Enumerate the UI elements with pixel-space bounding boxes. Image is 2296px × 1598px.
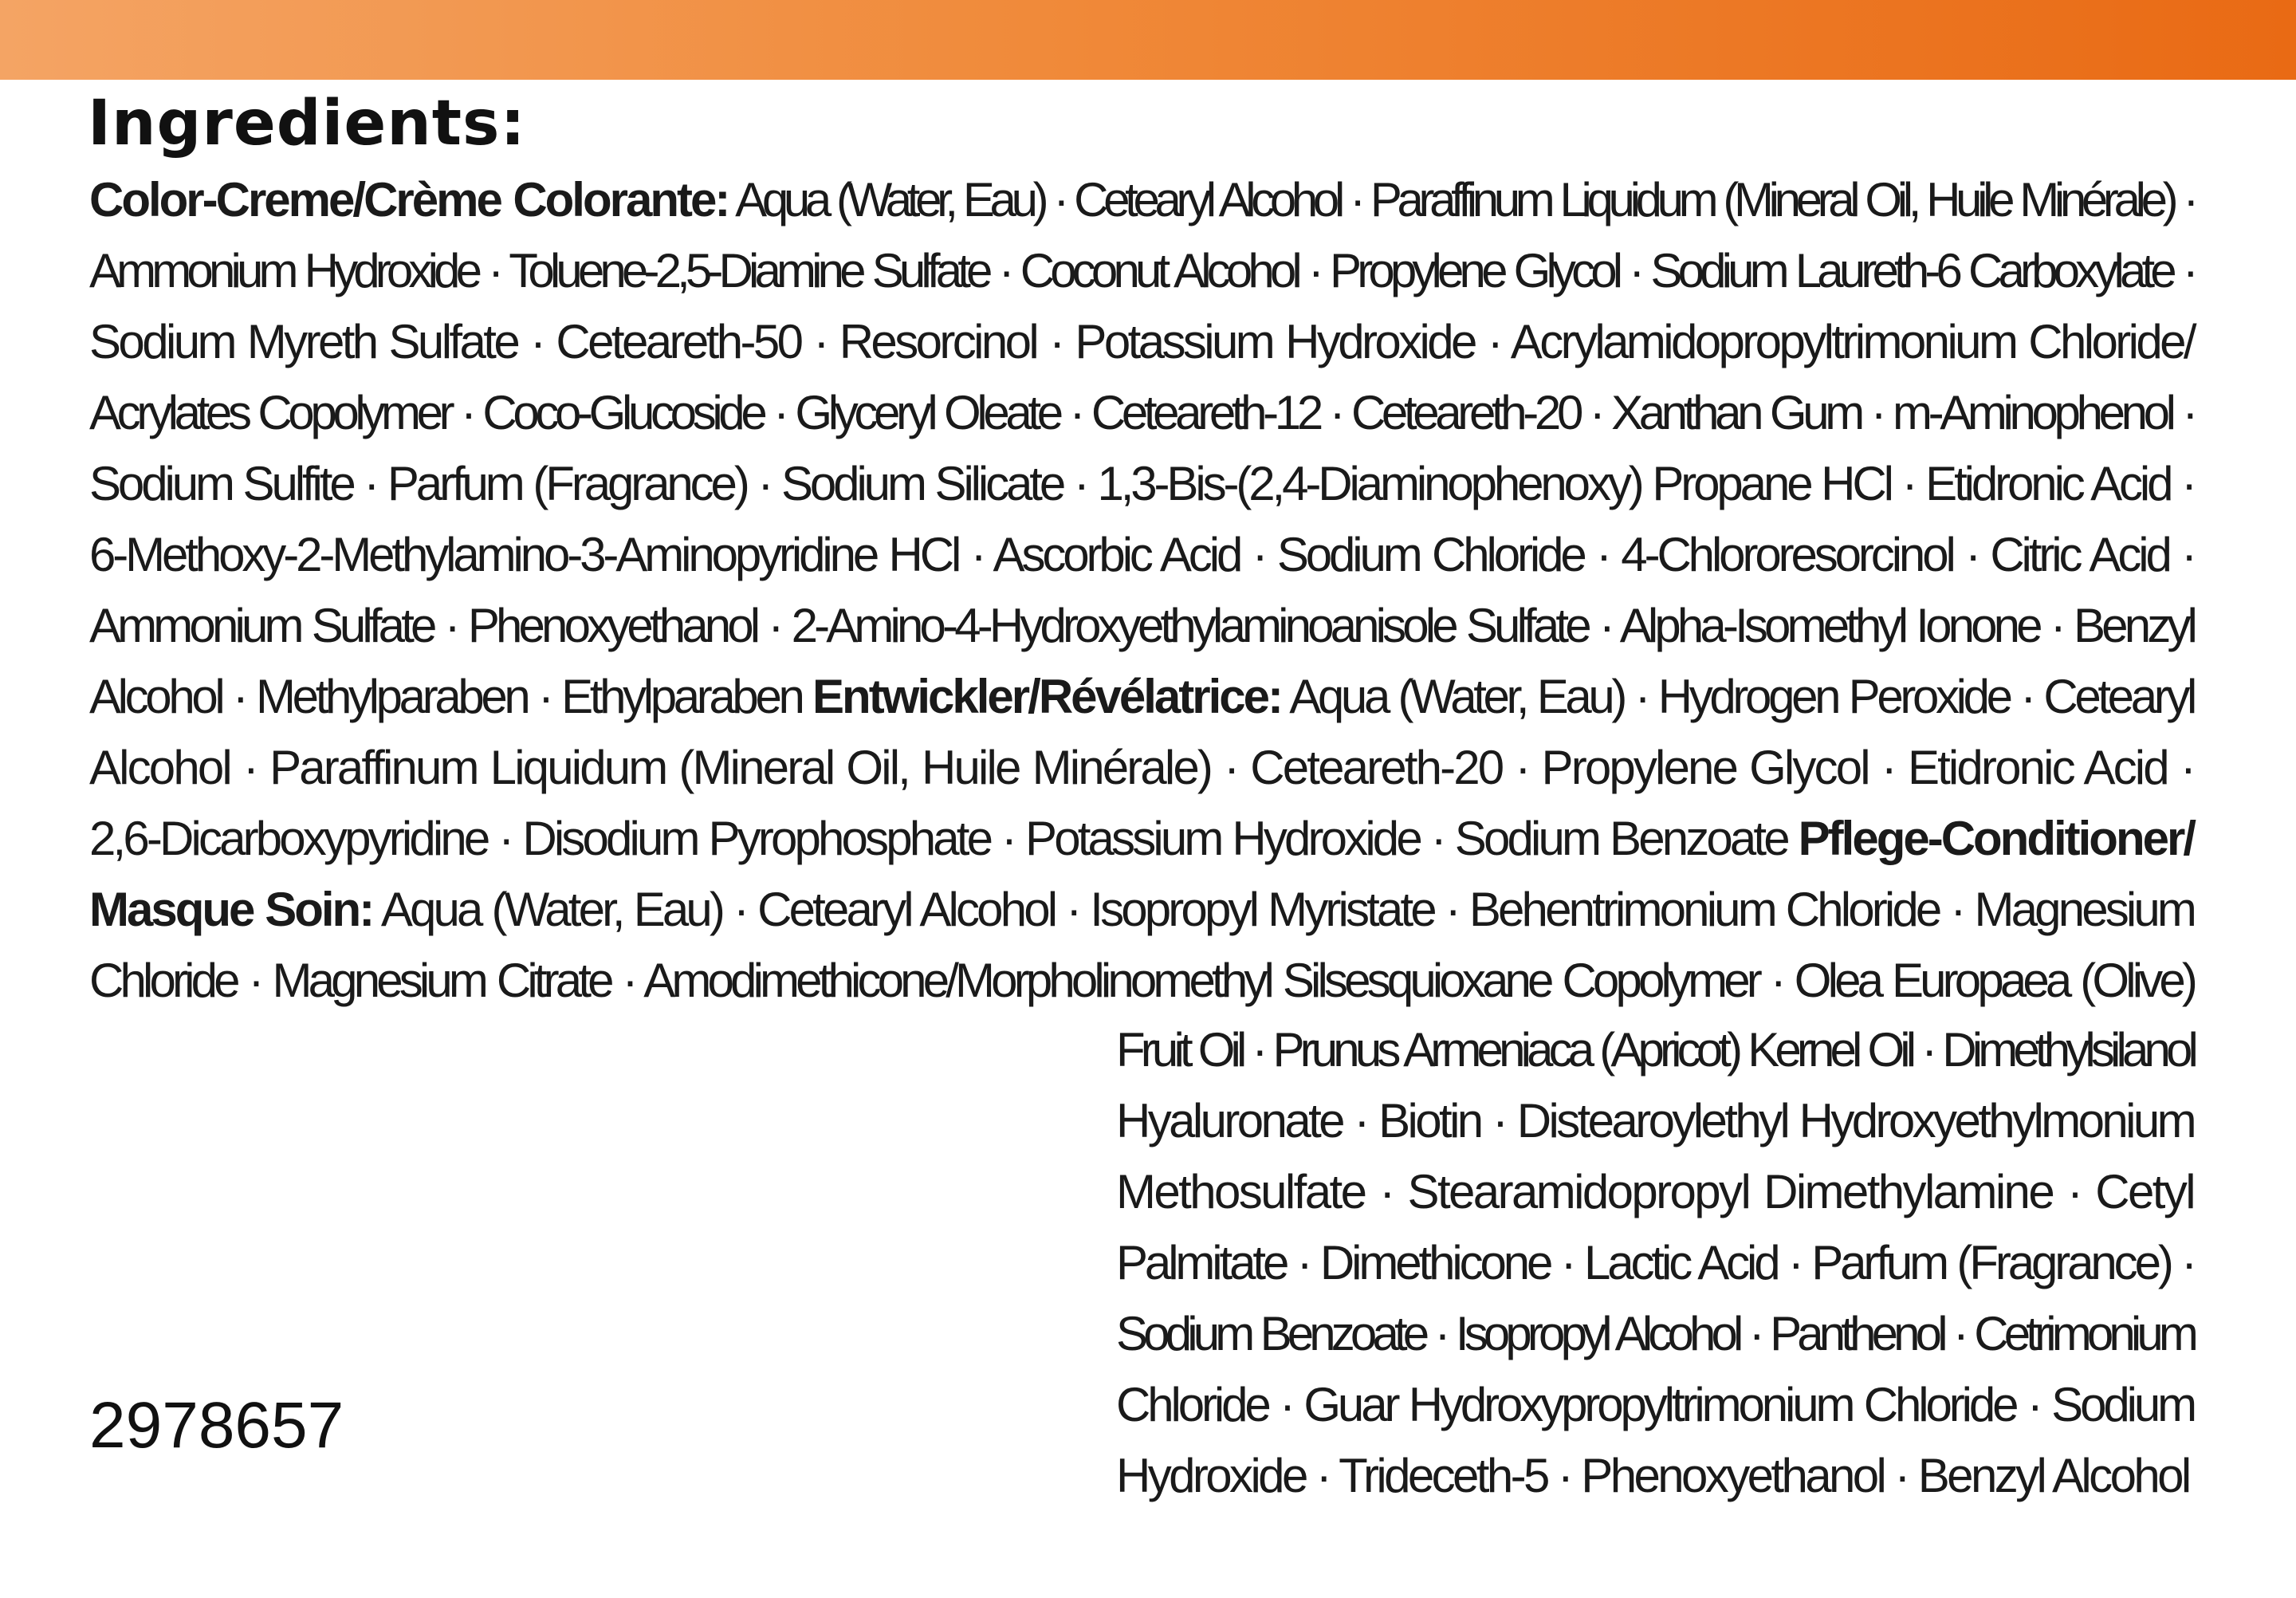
product-code: 2978657 — [89, 1389, 344, 1462]
ingredients-text: Alcohol · Paraffinum Liquidum (Mineral Oil, Huile Minérale) · Ceteareth-20 · Propylene Glycol · Etidronic Acid · — [89, 741, 2194, 794]
ingredients-line — [89, 732, 2194, 803]
ingredients-line — [89, 590, 2194, 661]
ingredients-line — [89, 235, 2194, 306]
ingredients-text: Aqua (Water, Eau) · Cetearyl Alcohol · Paraffinum Liquidum (Mineral Oil, Huile Minérale) · — [728, 173, 2194, 226]
ingredients-line — [89, 661, 2194, 732]
ingredients-list — [89, 164, 2194, 1016]
ingredients-text: 6-Methoxy-2-Methylamino-3-Aminopyridine HCl · Ascorbic Acid · Sodium Chloride · 4-Chlororesorcinol · Citric Acid · — [89, 528, 2194, 581]
ingredients-text: Sodium Myreth Sulfate · Ceteareth-50 · Resorcinol · Potassium Hydroxide · Acrylamidopropyltrimonium Chloride/ — [89, 315, 2194, 368]
ingredients-line — [89, 164, 2194, 235]
ingredients-heading: Ingredients: — [88, 88, 526, 159]
ingredients-line: Hydroxide · Trideceth-5 · Phenoxyethanol · Benzyl Alcohol — [1116, 1449, 2189, 1502]
ingredients-line — [89, 377, 2194, 448]
ingredients-line — [89, 874, 2194, 945]
ingredients-line — [89, 945, 2194, 1016]
ingredients-line — [89, 803, 2194, 874]
ingredients-line — [89, 519, 2194, 590]
section-label: Color-Creme/Crème Colorante: — [89, 173, 729, 226]
ingredients-line: Hyaluronate · Biotin · Distearoylethyl Hydroxyethylmonium — [1116, 1094, 2194, 1147]
ingredients-line: Methosulfate · Stearamidopropyl Dimethylamine · Cetyl — [1116, 1165, 2194, 1218]
ingredients-line — [89, 306, 2194, 377]
section-label: Entwickler/Révélatrice: — [812, 670, 1282, 723]
ingredients-text: Ammonium Hydroxide · Toluene-2,5-Diamine Sulfate · Coconut Alcohol · Propylene Glycol · Sodium Laureth-6 Carboxylate · — [89, 244, 2194, 297]
ingredients-text: Aqua (Water, Eau) · Hydrogen Peroxide · Cetearyl — [1281, 670, 2194, 723]
section-label: Pflege-Conditioner/ — [1798, 812, 2194, 865]
ingredients-line: Sodium Benzoate · Isopropyl Alcohol · Panthenol · Cetrimonium — [1116, 1307, 2194, 1360]
ingredients-line: Palmitate · Dimethicone · Lactic Acid · Parfum (Fragrance) · — [1116, 1236, 2194, 1289]
ingredients-line: Fruit Oil · Prunus Armeniaca (Apricot) Kernel Oil · Dimethylsilanol — [1116, 1023, 2194, 1076]
ingredients-text: Alcohol · Methylparaben · Ethylparaben — [89, 670, 813, 723]
ingredients-text: Sodium Sulfite · Parfum (Fragrance) · Sodium Silicate · 1,3-Bis-(2,4-Diaminophenoxy) Propane HCl · Etidronic Acid · — [89, 457, 2194, 510]
ingredients-text: 2,6-Dicarboxypyridine · Disodium Pyrophosphate · Potassium Hydroxide · Sodium Benzoate — [89, 812, 1799, 865]
ingredients-line — [89, 448, 2194, 519]
section-label: Masque Soin: — [89, 883, 373, 936]
ingredients-text: Chloride · Magnesium Citrate · Amodimethicone/Morpholinomethyl Silsesquioxane Copolymer · Olea Europaea (Olive) — [89, 954, 2194, 1007]
ingredients-list-continued — [1116, 1014, 2194, 1511]
orange-header-bar — [0, 0, 2296, 80]
ingredients-line: Chloride · Guar Hydroxypropyltrimonium Chloride · Sodium — [1116, 1378, 2194, 1431]
ingredients-text: Aqua (Water, Eau) · Cetearyl Alcohol · Isopropyl Myristate · Behentrimonium Chloride · Magnesium — [372, 883, 2195, 936]
ingredients-text: Ammonium Sulfate · Phenoxyethanol · 2-Amino-4-Hydroxyethylaminoanisole Sulfate · Alpha-Isomethyl Ionone · Benzyl — [89, 599, 2194, 652]
ingredients-text: Acrylates Copolymer · Coco-Glucoside · Glyceryl Oleate · Ceteareth-12 · Ceteareth-20 · Xanthan Gum · m-Aminophenol · — [89, 386, 2194, 439]
